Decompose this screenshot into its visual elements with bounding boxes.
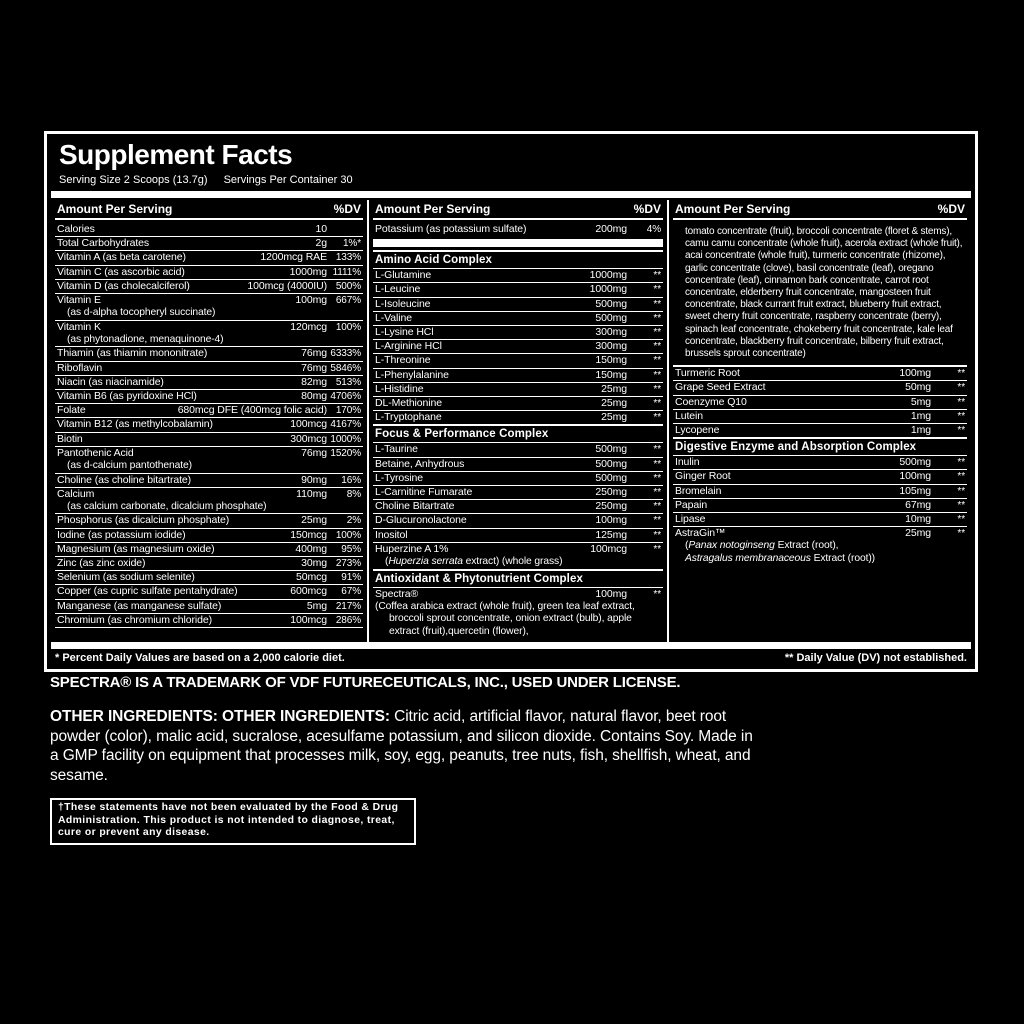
- nutrient-name: Turmeric Root: [675, 367, 740, 380]
- nutrient-amount: 150mg: [595, 354, 627, 367]
- nutrient-amount: 100mcg: [590, 542, 627, 555]
- servings-per-container: Servings Per Container 30: [223, 174, 353, 186]
- nutrient-amount: 300mg: [595, 326, 627, 339]
- nutrient-dv: **: [653, 270, 661, 282]
- nutrient-amount: 100mcg: [290, 418, 327, 431]
- nutrient-row: [673, 437, 967, 455]
- footnote-daily-values: * Percent Daily Values are based on a 2,000 calorie diet.: [55, 652, 345, 665]
- nutrient-name: Huperzine A 1%: [375, 542, 449, 555]
- nutrient-dv: 100%: [335, 529, 361, 541]
- nutrient-row: [373, 442, 663, 456]
- nutrient-amount: 1000mg: [589, 269, 627, 282]
- nutrient-name: Ginger Root: [675, 470, 731, 483]
- nutrient-amount: 25mg: [301, 514, 327, 527]
- nutrient-dv: **: [957, 425, 965, 437]
- nutrient-amount: 680mcg DFE (400mcg folic acid): [177, 404, 327, 417]
- nutrient-dv: **: [653, 327, 661, 339]
- nutrient-name: L-Histidine: [375, 382, 424, 395]
- nutrient-row: [673, 409, 967, 423]
- nutrient-amount: 90mg: [301, 473, 327, 486]
- nutrient-name: Phosphorus (as dicalcium phosphate): [57, 514, 230, 527]
- nutrient-row: [55, 346, 363, 360]
- nutrient-name: L-Taurine: [375, 443, 418, 456]
- nutrient-row: [373, 268, 663, 282]
- nutrient-amount: 500mg: [595, 457, 627, 470]
- nutrient-dv: **: [653, 444, 661, 456]
- dv-header-label: %DV: [633, 202, 661, 216]
- nutrient-dv: 273%: [335, 558, 361, 570]
- nutrient-amount: 100mg: [595, 514, 627, 527]
- nutrient-name: Iodine (as potassium iodide): [57, 528, 186, 541]
- nutrient-row: [673, 512, 967, 526]
- nutrient-row: [673, 526, 967, 565]
- nutrient-name: L-Glutamine: [375, 269, 432, 282]
- nutrient-amount: 10: [315, 223, 327, 235]
- nutrient-row: [373, 424, 663, 442]
- nutrient-row: [373, 282, 663, 296]
- nutrient-name: Betaine, Anhydrous: [375, 457, 465, 470]
- nutrient-row: [55, 375, 363, 389]
- nutrient-row: [373, 311, 663, 325]
- column-1: [51, 200, 367, 642]
- nutrient-name: Copper (as cupric sulfate pentahydrate): [57, 585, 238, 598]
- nutrient-dv: 95%: [341, 543, 361, 555]
- nutrient-amount: 1000mg: [589, 283, 627, 296]
- nutrient-row: [373, 513, 663, 527]
- nutrient-dv: 67%: [341, 586, 361, 598]
- nutrient-name: L-Lysine HCl: [375, 326, 434, 339]
- nutrient-dv: 513%: [335, 376, 361, 388]
- nutrient-name: Vitamin D (as cholecalciferol): [57, 279, 190, 292]
- nutrient-dv: **: [653, 515, 661, 527]
- nutrient-name: L-Phenylalanine: [375, 368, 449, 381]
- nutrient-dv: **: [957, 471, 965, 483]
- nutrient-dv: **: [653, 284, 661, 296]
- nutrient-row: [55, 528, 363, 542]
- nutrient-name: Potassium (as potassium sulfate): [375, 223, 527, 235]
- nutrient-dv: [327, 223, 361, 236]
- nutrient-name: Choline Bitartrate: [375, 500, 455, 513]
- panel-footnotes: [47, 649, 975, 669]
- below-panel-text: [50, 674, 774, 845]
- nutrient-row: [373, 587, 663, 639]
- nutrient-row: [373, 410, 663, 424]
- column-3-header: [673, 201, 967, 220]
- serving-info: [59, 174, 963, 186]
- nutrient-dv: **: [957, 499, 965, 511]
- other-ingredients-text: Citric acid, artificial flavor, natural flavor, beet root powder (color), malic acid, sucralose, acesulfame potassium, and silicon dioxide. Contains Soy. Made in a GMP facility on equipment that processes milk, soy, egg, peanuts, tree nuts, fish, shellfish, wheat, and sesame.: [50, 708, 753, 784]
- nutrient-name: L-Valine: [375, 311, 412, 324]
- nutrient-sub-detail: (Coffea arabica extract (whole fruit), green tea leaf extract, broccoli sprout concentrate, onion extract (bulb), apple extract (fruit),quercetin (flower),: [375, 600, 635, 637]
- nutrient-amount: 67mg: [905, 498, 931, 511]
- nutrient-dv: **: [957, 396, 965, 408]
- nutrient-amount: 25mg: [601, 397, 627, 410]
- nutrient-amount: 110mg: [296, 487, 327, 500]
- nutrient-row: [55, 293, 363, 320]
- nutrient-amount: 600mcg: [290, 585, 327, 598]
- nutrient-dv: **: [653, 487, 661, 499]
- nutrient-amount: 200mg: [595, 223, 627, 235]
- nutrient-sub-detail: (as phytonadione, menaquinone-4): [67, 333, 224, 345]
- nutrient-row: [373, 457, 663, 471]
- nutrient-name: Calories: [57, 223, 95, 235]
- nutrient-amount: 100mg: [595, 587, 627, 600]
- nutrient-row: [55, 361, 363, 375]
- nutrient-dv: **: [653, 501, 661, 513]
- nutrient-name: Digestive Enzyme and Absorption Complex: [675, 441, 917, 454]
- nutrient-amount: 76mg: [301, 347, 327, 360]
- nutrient-amount: 150mcg: [290, 528, 327, 541]
- nutrient-amount: 2g: [315, 237, 327, 250]
- nutrient-dv: 2%: [346, 515, 361, 527]
- nutrient-name: Coenzyme Q10: [675, 395, 747, 408]
- nutrient-dv: **: [957, 485, 965, 497]
- nutrient-amount: 25mg: [905, 527, 931, 540]
- nutrient-amount: 80mg: [301, 390, 327, 403]
- nutrient-name: Chromium (as chromium chloride): [57, 613, 213, 626]
- nutrient-amount: 100mg: [295, 294, 327, 307]
- nutrient-name: L-Isoleucine: [375, 297, 431, 310]
- nutrient-name: Pantothenic Acid: [57, 446, 134, 459]
- nutrient-amount: 10mg: [905, 513, 931, 526]
- nutrient-row: [373, 499, 663, 513]
- nutrient-amount: 500mg: [595, 311, 627, 324]
- nutrient-row: [673, 469, 967, 483]
- nutrient-amount: 1mg: [910, 409, 931, 422]
- nutrient-name: tomato concentrate (fruit), broccoli concentrate (floret & stems), camu camu concentrate (whole fruit), acerola extract (whole fruit), acai concentrate (whole fruit), turmeric concentrate (rhizome), garlic concentrate (clove), basil concentrate (leaf), oregano concentrate (leaf), cinnamon bark concentrate, carrot root concentrate, elderberry fruit concentrate, mangosteen fruit concentrate, black currant fruit extract, blueberry fruit extract, sweet cherry fruit concentrate, raspberry concentrate (berry), spinach leaf concentrate, chokeberry fruit concentrate, kale leaf concentrate, blackberry fruit concentrate, bilberry fruit extract, brussels sprout concentrate): [685, 226, 963, 360]
- nutrient-name: Manganese (as manganese sulfate): [57, 599, 222, 612]
- nutrient-row: [55, 513, 363, 527]
- nutrient-name: Grape Seed Extract: [675, 381, 766, 394]
- nutrient-dv: **: [957, 382, 965, 394]
- nutrient-name: Vitamin B12 (as methylcobalamin): [57, 418, 213, 431]
- nutrient-amount: 105mg: [899, 484, 931, 497]
- nutrient-dv: 16%: [341, 474, 361, 486]
- nutrient-dv: 8%: [346, 488, 361, 500]
- nutrient-row: [55, 473, 363, 487]
- nutrient-name: L-Threonine: [375, 354, 431, 367]
- nutrient-row: [673, 498, 967, 512]
- nutrient-dv: **: [653, 458, 661, 470]
- nutrient-row: [55, 320, 363, 347]
- nutrient-dv: 1111%: [332, 266, 361, 278]
- amount-per-serving-label: Amount Per Serving: [375, 202, 491, 216]
- nutrient-dv: **: [653, 543, 661, 555]
- nutrient-amount: 500mg: [595, 297, 627, 310]
- nutrient-row: [55, 389, 363, 403]
- nutrient-name: Vitamin A (as beta carotene): [57, 251, 186, 264]
- column-1-header: [55, 201, 363, 220]
- nutrient-name: AstraGin™: [675, 527, 726, 540]
- dv-header-label: %DV: [937, 202, 965, 216]
- nutrient-dv: 4%: [646, 224, 661, 235]
- panel-title: Supplement Facts: [59, 139, 293, 170]
- column-1-rows: [55, 220, 363, 628]
- nutrient-amount: 5mg: [306, 599, 327, 612]
- nutrient-name: Selenium (as sodium selenite): [57, 571, 195, 584]
- nutrient-row: [373, 542, 663, 569]
- nutrient-amount: 82mg: [301, 375, 327, 388]
- nutrient-dv: 500%: [335, 280, 361, 292]
- nutrient-row: [55, 223, 363, 236]
- nutrient-name: L-Tryptophane: [375, 411, 442, 424]
- nutrient-name: Vitamin E: [57, 294, 101, 307]
- fda-disclaimer-box: †These statements have not been evaluated by the Food & Drug Administration. This product is not intended to diagnose, treat, cure or prevent any disease.: [50, 798, 416, 845]
- nutrient-row: [55, 265, 363, 279]
- nutrient-dv: 4706%: [330, 391, 361, 403]
- nutrient-name: Spectra®: [375, 587, 419, 600]
- nutrient-dv: 133%: [335, 252, 361, 264]
- nutrient-dv: **: [653, 588, 661, 600]
- nutrient-name: Vitamin K: [57, 320, 101, 333]
- nutrient-name: Papain: [675, 498, 708, 511]
- nutrient-sub-detail: (as calcium carbonate, dicalcium phosphate): [67, 500, 267, 512]
- nutrient-row: [373, 396, 663, 410]
- nutrient-name: L-Arginine HCl: [375, 340, 442, 353]
- footnote-dv-not-established: ** Daily Value (DV) not established.: [784, 652, 967, 665]
- nutrient-dv: **: [653, 472, 661, 484]
- nutrient-row: [373, 250, 663, 268]
- nutrient-row: [55, 487, 363, 514]
- nutrient-row: [373, 223, 663, 236]
- nutrient-row: [55, 613, 363, 628]
- nutrient-row: [55, 570, 363, 584]
- nutrient-row: [373, 325, 663, 339]
- nutrient-amount: 30mg: [301, 557, 327, 570]
- nutrient-row: [55, 584, 363, 598]
- nutrient-name: Inositol: [375, 528, 408, 541]
- nutrient-dv: **: [653, 369, 661, 381]
- dv-header-label: %DV: [333, 202, 361, 216]
- nutrient-name: Riboflavin: [57, 361, 103, 374]
- amount-per-serving-label: Amount Per Serving: [57, 202, 173, 216]
- nutrient-row: [55, 279, 363, 293]
- nutrient-row: [55, 403, 363, 417]
- column-2-rows: [373, 220, 663, 638]
- nutrient-amount: 1mg: [910, 424, 931, 437]
- nutrient-columns: [51, 200, 971, 642]
- separator-bar-top: [51, 191, 971, 198]
- spectra-trademark-line: SPECTRA® IS A TRADEMARK OF VDF FUTURECEUTICALS, INC., USED UNDER LICENSE.: [50, 674, 681, 691]
- nutrient-sub-detail: (Huperzia serrata extract) (whole grass): [385, 556, 563, 568]
- nutrient-amount: 250mg: [595, 500, 627, 513]
- nutrient-amount: 500mg: [595, 471, 627, 484]
- nutrient-dv: 217%: [335, 600, 361, 612]
- nutrient-row: [673, 484, 967, 498]
- nutrient-sub-detail: (Panax notoginseng Extract (root), Astragalus membranaceous Extract (root)): [685, 540, 876, 564]
- nutrient-dv: **: [957, 514, 965, 526]
- nutrient-name: Vitamin C (as ascorbic acid): [57, 265, 185, 278]
- nutrient-dv: **: [653, 398, 661, 410]
- nutrient-name: Total Carbohydrates: [57, 237, 150, 250]
- nutrient-name: Zinc (as zinc oxide): [57, 557, 146, 570]
- nutrient-sub-detail: (as d-alpha tocopheryl succinate): [67, 307, 216, 319]
- nutrient-amount: 500mg: [595, 443, 627, 456]
- nutrient-row: [673, 380, 967, 394]
- nutrient-row: [673, 223, 967, 365]
- nutrient-amount: 76mg: [301, 446, 327, 459]
- nutrient-dv: **: [653, 355, 661, 367]
- nutrient-name: D-Glucuronolactone: [375, 514, 467, 527]
- nutrient-row: [55, 542, 363, 556]
- column-2: [367, 200, 667, 642]
- nutrient-name: Niacin (as niacinamide): [57, 375, 164, 388]
- nutrient-dv: 6333%: [330, 348, 361, 360]
- nutrient-amount: 50mcg: [295, 571, 327, 584]
- nutrient-amount: 300mg: [595, 340, 627, 353]
- nutrient-dv: **: [653, 529, 661, 541]
- nutrient-amount: 76mg: [301, 361, 327, 374]
- nutrient-dv: 4167%: [330, 419, 361, 431]
- supplement-facts-panel: [44, 131, 978, 672]
- nutrient-amount: 300mcg: [290, 432, 327, 445]
- nutrient-dv: 91%: [341, 572, 361, 584]
- nutrient-row: [673, 365, 967, 380]
- other-ingredients-paragraph: [50, 707, 762, 785]
- nutrient-row: [373, 239, 663, 247]
- nutrient-name: Inulin: [675, 456, 700, 469]
- nutrient-row: [673, 423, 967, 437]
- nutrient-name: Antioxidant & Phytonutrient Complex: [375, 572, 583, 585]
- column-2-header: [373, 201, 663, 220]
- nutrient-amount: 25mg: [601, 382, 627, 395]
- nutrient-row: [673, 455, 967, 469]
- nutrient-row: [55, 599, 363, 613]
- nutrient-dv: **: [653, 298, 661, 310]
- nutrient-row: [55, 556, 363, 570]
- nutrient-amount: 1200mcg RAE: [260, 251, 327, 264]
- nutrient-amount: 25mg: [601, 411, 627, 424]
- nutrient-dv: 667%: [335, 295, 361, 307]
- nutrient-row: [373, 485, 663, 499]
- nutrient-row: [373, 353, 663, 367]
- nutrient-sub-detail: (as d-calcium pantothenate): [67, 460, 192, 472]
- nutrient-dv: **: [957, 368, 965, 380]
- panel-header: [47, 136, 975, 186]
- nutrient-name: Lycopene: [675, 424, 720, 437]
- separator-bar-bottom: [51, 642, 971, 649]
- nutrient-dv: 170%: [335, 405, 361, 417]
- nutrient-amount: 250mg: [595, 486, 627, 499]
- nutrient-dv: 1%*: [342, 238, 361, 250]
- nutrient-amount: 100mg: [899, 470, 931, 483]
- nutrient-amount: 1000mg: [289, 265, 327, 278]
- nutrient-dv: 100%: [335, 321, 361, 333]
- nutrient-amount: 125mg: [595, 528, 627, 541]
- other-ingredients-label: OTHER INGREDIENTS: OTHER INGREDIENTS:: [50, 708, 390, 725]
- nutrient-row: [373, 382, 663, 396]
- nutrient-row: [373, 569, 663, 587]
- nutrient-amount: 150mg: [595, 368, 627, 381]
- nutrient-amount: 120mcg: [290, 320, 327, 333]
- nutrient-row: [55, 417, 363, 431]
- serving-size: Serving Size 2 Scoops (13.7g): [59, 174, 208, 186]
- nutrient-name: Magnesium (as magnesium oxide): [57, 542, 215, 555]
- nutrient-dv: 5846%: [330, 362, 361, 374]
- nutrient-name: DL-Methionine: [375, 397, 442, 410]
- nutrient-name: Thiamin (as thiamin mononitrate): [57, 347, 208, 360]
- nutrient-name: Amino Acid Complex: [375, 254, 493, 267]
- nutrient-name: L-Carnitine Fumarate: [375, 486, 473, 499]
- nutrient-row: [55, 250, 363, 264]
- nutrient-name: Lipase: [675, 513, 706, 526]
- nutrient-amount: 5mg: [910, 395, 931, 408]
- nutrient-row: [373, 528, 663, 542]
- nutrient-dv: 286%: [335, 614, 361, 626]
- nutrient-amount: 500mg: [899, 456, 931, 469]
- nutrient-dv: **: [957, 410, 965, 422]
- nutrient-amount: 100mcg: [290, 613, 327, 626]
- nutrient-dv: 1520%: [330, 447, 361, 459]
- nutrient-row: [373, 368, 663, 382]
- nutrient-row: [55, 432, 363, 446]
- nutrient-name: L-Tyrosine: [375, 471, 424, 484]
- nutrient-name: Choline (as choline bitartrate): [57, 473, 192, 486]
- nutrient-name: Bromelain: [675, 484, 722, 497]
- column-3-rows: [673, 220, 967, 565]
- nutrient-row: [55, 446, 363, 473]
- nutrient-dv: **: [957, 528, 965, 540]
- nutrient-dv: **: [653, 412, 661, 424]
- nutrient-row: [673, 395, 967, 409]
- nutrient-name: L-Leucine: [375, 283, 421, 296]
- nutrient-name: Focus & Performance Complex: [375, 428, 549, 441]
- nutrient-amount: 50mg: [905, 381, 931, 394]
- nutrient-name: Folate: [57, 404, 86, 417]
- nutrient-name: Biotin: [57, 432, 83, 445]
- nutrient-amount: 100mcg (4000IU): [247, 279, 327, 292]
- nutrient-dv: **: [957, 457, 965, 469]
- nutrient-dv: **: [653, 341, 661, 353]
- nutrient-row: [373, 471, 663, 485]
- nutrient-row: [373, 339, 663, 353]
- nutrient-name: Lutein: [675, 409, 704, 422]
- nutrient-name: Calcium: [57, 487, 95, 500]
- nutrient-row: [373, 297, 663, 311]
- nutrient-dv: 1000%: [330, 433, 361, 445]
- nutrient-name: Vitamin B6 (as pyridoxine HCl): [57, 390, 197, 403]
- nutrient-amount: 100mg: [899, 367, 931, 380]
- column-3: [667, 200, 971, 642]
- nutrient-row: [55, 236, 363, 250]
- nutrient-dv: **: [653, 383, 661, 395]
- nutrient-amount: 400mg: [295, 542, 327, 555]
- amount-per-serving-label: Amount Per Serving: [675, 202, 791, 216]
- nutrient-dv: **: [653, 312, 661, 324]
